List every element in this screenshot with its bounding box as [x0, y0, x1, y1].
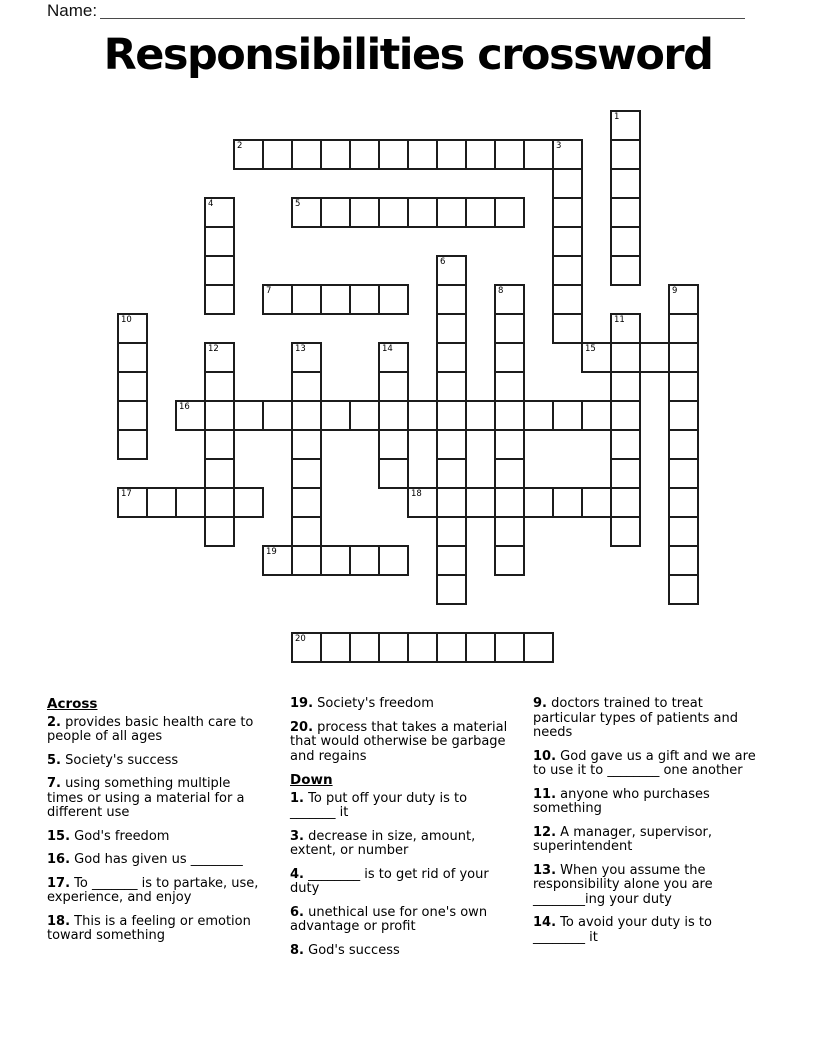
grid-cell[interactable] — [552, 284, 583, 315]
grid-cell[interactable] — [494, 458, 525, 489]
grid-cell[interactable] — [465, 139, 496, 170]
clue-line: times or using a material for a — [47, 790, 245, 806]
grid-cell[interactable] — [175, 487, 206, 518]
crossword-grid — [117, 110, 701, 665]
grid-cell[interactable] — [465, 487, 496, 518]
clue-6 — [290, 906, 528, 935]
grid-cell[interactable] — [494, 545, 525, 576]
clue-line: doctors trained to treat — [551, 696, 703, 711]
clue-number: 17. — [47, 875, 71, 891]
grid-cell[interactable] — [436, 545, 467, 576]
grid-cell[interactable] — [552, 197, 583, 228]
clue-line: God's success — [308, 942, 400, 958]
clue-line: decrease in size, amount, — [308, 828, 476, 844]
cell-number: 4 — [208, 199, 214, 209]
cell-number: 3 — [556, 141, 562, 151]
grid-cell[interactable] — [494, 429, 525, 460]
clue-number: 7. — [47, 776, 61, 791]
clue-11 — [533, 788, 788, 817]
clue-line: different use — [47, 805, 130, 820]
grid-cell[interactable] — [175, 400, 206, 431]
grid-cell[interactable] — [204, 487, 235, 518]
grid-cell[interactable] — [436, 487, 467, 518]
cell-number: 11 — [614, 315, 625, 325]
grid-cell[interactable] — [378, 342, 409, 373]
grid-cell[interactable] — [436, 284, 467, 315]
grid-cell[interactable] — [494, 139, 525, 170]
clue-number: 11. — [533, 786, 557, 802]
clue-number: 3. — [290, 828, 304, 844]
grid-cell[interactable] — [552, 255, 583, 286]
clue-number: 5. — [47, 752, 61, 768]
grid-cell[interactable] — [668, 313, 699, 344]
page-title: Responsibilities crossword — [103, 30, 713, 80]
grid-cell[interactable] — [581, 342, 612, 373]
grid-cell[interactable] — [436, 342, 467, 373]
grid-cell[interactable] — [349, 139, 380, 170]
grid-cell[interactable] — [668, 458, 699, 489]
down-clues-header: Down — [290, 772, 333, 788]
clue-line: ________ is to get rid of your — [308, 866, 489, 882]
clue-16 — [47, 853, 285, 868]
clue-number: 20. — [290, 719, 314, 735]
grid-cell[interactable] — [204, 342, 235, 373]
grid-cell[interactable] — [494, 284, 525, 315]
clue-line: To put off your duty is to — [308, 790, 468, 806]
clue-line: God's freedom — [74, 828, 170, 844]
grid-cell[interactable] — [436, 458, 467, 489]
grid-cell[interactable] — [233, 139, 264, 170]
grid-cell[interactable] — [407, 400, 438, 431]
grid-cell[interactable] — [291, 400, 322, 431]
clue-line: advantage or profit — [290, 919, 416, 934]
clue-line: God has given us ________ — [74, 852, 243, 867]
clue-line: unethical use for one's own — [308, 904, 488, 920]
grid-cell[interactable] — [291, 516, 322, 547]
cell-number: 2 — [237, 141, 243, 151]
cell-number: 13 — [295, 344, 306, 354]
clue-number: 6. — [290, 904, 304, 920]
grid-cell[interactable] — [378, 139, 409, 170]
clue-7 — [47, 777, 285, 821]
grid-cell[interactable] — [436, 632, 467, 663]
clue-number: 14. — [533, 915, 557, 930]
clue-20 — [290, 721, 528, 765]
clue-3 — [290, 830, 528, 859]
grid-cell[interactable] — [552, 313, 583, 344]
grid-cell[interactable] — [494, 632, 525, 663]
clue-number: 8. — [290, 942, 304, 958]
grid-cell[interactable] — [523, 400, 554, 431]
clue-number: 10. — [533, 748, 557, 764]
grid-cell[interactable] — [378, 632, 409, 663]
grid-cell[interactable] — [349, 197, 380, 228]
cell-number: 18 — [411, 489, 422, 499]
grid-cell[interactable] — [291, 371, 322, 402]
clue-line: duty — [290, 881, 320, 896]
grid-cell[interactable] — [291, 632, 322, 663]
cell-number: 1 — [614, 112, 620, 122]
name-label: Name: — [47, 1, 98, 20]
clue-line: ________ing your duty — [533, 891, 672, 907]
clue-line: Society's freedom — [317, 696, 434, 711]
grid-cell[interactable] — [262, 400, 293, 431]
clue-number: 13. — [533, 862, 557, 878]
grid-cell[interactable] — [523, 632, 554, 663]
clue-number: 16. — [47, 852, 71, 867]
grid-cell[interactable] — [494, 371, 525, 402]
clue-line: needs — [533, 725, 573, 740]
grid-cell[interactable] — [552, 226, 583, 257]
name-blank-line[interactable] — [100, 2, 745, 19]
grid-cell[interactable] — [436, 429, 467, 460]
clue-line: superintendent — [533, 839, 633, 854]
grid-cell[interactable] — [407, 197, 438, 228]
clue-14 — [533, 916, 788, 945]
grid-cell[interactable] — [610, 400, 641, 431]
grid-cell[interactable] — [668, 516, 699, 547]
cell-number: 14 — [382, 344, 393, 354]
grid-cell[interactable] — [320, 545, 351, 576]
clue-line: particular types of patients and — [533, 710, 738, 726]
clue-4 — [290, 868, 528, 897]
clue-line: When you assume the — [560, 862, 706, 878]
cell-number: 7 — [266, 286, 272, 296]
clue-number: 15. — [47, 828, 71, 844]
grid-cell[interactable] — [668, 429, 699, 460]
grid-cell[interactable] — [436, 400, 467, 431]
clue-column — [47, 697, 285, 953]
grid-cell[interactable] — [610, 313, 641, 344]
grid-cell[interactable] — [552, 168, 583, 199]
grid-cell[interactable] — [465, 400, 496, 431]
cell-number: 19 — [266, 547, 277, 557]
grid-cell[interactable] — [407, 487, 438, 518]
grid-cell[interactable] — [320, 139, 351, 170]
clue-number: 19. — [290, 696, 314, 711]
cell-number: 9 — [672, 286, 678, 296]
grid-cell[interactable] — [117, 487, 148, 518]
across-clues-header: Across — [47, 696, 98, 712]
clue-line: anyone who purchases — [560, 786, 710, 802]
grid-cell[interactable] — [291, 342, 322, 373]
grid-cell[interactable] — [610, 516, 641, 547]
grid-cell[interactable] — [291, 197, 322, 228]
grid-cell[interactable] — [610, 139, 641, 170]
grid-cell[interactable] — [204, 400, 235, 431]
grid-cell[interactable] — [349, 632, 380, 663]
cell-number: 15 — [585, 344, 596, 354]
clue-line: to use it to ________ one another — [533, 763, 743, 778]
grid-cell[interactable] — [465, 632, 496, 663]
grid-cell[interactable] — [610, 226, 641, 257]
grid-cell[interactable] — [610, 255, 641, 286]
grid-cell[interactable] — [291, 284, 322, 315]
grid-cell[interactable] — [291, 429, 322, 460]
clue-19 — [290, 697, 528, 712]
grid-cell[interactable] — [291, 545, 322, 576]
grid-cell[interactable] — [668, 371, 699, 402]
grid-cell[interactable] — [378, 284, 409, 315]
grid-cell[interactable] — [320, 284, 351, 315]
grid-cell[interactable] — [552, 139, 583, 170]
cell-number: 16 — [179, 402, 190, 412]
cell-number: 12 — [208, 344, 219, 354]
grid-cell[interactable] — [494, 313, 525, 344]
grid-cell[interactable] — [436, 574, 467, 605]
grid-cell[interactable] — [349, 284, 380, 315]
clue-1 — [290, 792, 528, 821]
grid-cell[interactable] — [610, 458, 641, 489]
clue-8 — [290, 944, 528, 959]
grid-cell[interactable] — [668, 284, 699, 315]
clue-10 — [533, 750, 788, 779]
grid-cell[interactable] — [291, 139, 322, 170]
grid-cell[interactable] — [465, 197, 496, 228]
grid-cell[interactable] — [204, 516, 235, 547]
clue-line: extent, or number — [290, 843, 409, 858]
clue-number: 18. — [47, 913, 71, 929]
clue-15 — [47, 830, 285, 845]
grid-cell[interactable] — [494, 342, 525, 373]
grid-cell[interactable] — [668, 545, 699, 576]
grid-cell[interactable] — [320, 197, 351, 228]
grid-cell[interactable] — [204, 458, 235, 489]
grid-cell[interactable] — [320, 632, 351, 663]
grid-cell[interactable] — [378, 197, 409, 228]
grid-cell[interactable] — [204, 284, 235, 315]
clue-line: To _______ is to partake, use, — [74, 875, 259, 891]
grid-cell[interactable] — [436, 139, 467, 170]
grid-cell[interactable] — [262, 139, 293, 170]
grid-cell[interactable] — [436, 371, 467, 402]
grid-cell[interactable] — [610, 487, 641, 518]
grid-cell[interactable] — [407, 632, 438, 663]
clue-number: 9. — [533, 696, 547, 711]
grid-cell[interactable] — [117, 342, 148, 373]
grid-cell[interactable] — [523, 139, 554, 170]
cell-number: 8 — [498, 286, 504, 296]
grid-cell[interactable] — [610, 429, 641, 460]
clue-line: process that takes a material — [317, 719, 508, 735]
clue-number: 4. — [290, 866, 304, 882]
grid-cell[interactable] — [349, 400, 380, 431]
grid-cell[interactable] — [320, 400, 351, 431]
grid-cell[interactable] — [204, 226, 235, 257]
grid-cell[interactable] — [436, 197, 467, 228]
grid-cell[interactable] — [378, 458, 409, 489]
clue-line: provides basic health care to — [65, 714, 254, 730]
clue-line: This is a feeling or emotion — [74, 913, 251, 929]
grid-cell[interactable] — [668, 574, 699, 605]
grid-cell[interactable] — [639, 342, 670, 373]
clue-line: responsibility alone you are — [533, 877, 713, 892]
clue-line: To avoid your duty is to — [560, 915, 712, 930]
clue-column — [533, 697, 788, 954]
clue-line: people of all ages — [47, 729, 163, 744]
grid-cell[interactable] — [610, 110, 641, 141]
grid-cell[interactable] — [407, 139, 438, 170]
grid-cell[interactable] — [291, 487, 322, 518]
clue-13 — [533, 864, 788, 908]
grid-cell[interactable] — [262, 284, 293, 315]
grid-cell[interactable] — [349, 545, 380, 576]
grid-cell[interactable] — [494, 487, 525, 518]
grid-cell[interactable] — [610, 168, 641, 199]
clue-number: 12. — [533, 824, 557, 840]
grid-cell[interactable] — [117, 429, 148, 460]
clue-line: using something multiple — [65, 776, 231, 791]
grid-cell[interactable] — [668, 342, 699, 373]
grid-cell[interactable] — [610, 342, 641, 373]
grid-cell[interactable] — [146, 487, 177, 518]
grid-cell[interactable] — [378, 545, 409, 576]
clue-line: Society's success — [65, 752, 179, 768]
clue-line: toward something — [47, 928, 165, 943]
grid-cell[interactable] — [204, 255, 235, 286]
clue-number: 1. — [290, 790, 304, 806]
clue-9 — [533, 697, 788, 741]
grid-cell[interactable] — [378, 429, 409, 460]
grid-cell[interactable] — [610, 197, 641, 228]
clue-18 — [47, 915, 285, 944]
clue-2 — [47, 716, 285, 745]
grid-cell[interactable] — [581, 487, 612, 518]
grid-cell[interactable] — [291, 458, 322, 489]
grid-cell[interactable] — [436, 516, 467, 547]
cell-number: 20 — [295, 634, 306, 644]
clue-line: and regains — [290, 748, 367, 764]
grid-cell[interactable] — [523, 487, 554, 518]
grid-cell[interactable] — [204, 429, 235, 460]
grid-cell[interactable] — [233, 400, 264, 431]
grid-cell[interactable] — [233, 487, 264, 518]
clue-line: something — [533, 801, 602, 816]
cell-number: 5 — [295, 199, 301, 209]
grid-cell[interactable] — [494, 400, 525, 431]
grid-cell[interactable] — [117, 400, 148, 431]
grid-cell[interactable] — [581, 400, 612, 431]
cell-number: 17 — [121, 489, 132, 499]
clue-line: A manager, supervisor, — [560, 824, 713, 840]
clue-line: that would otherwise be garbage — [290, 734, 506, 749]
cell-number: 10 — [121, 315, 132, 325]
clue-column — [290, 697, 528, 967]
grid-cell[interactable] — [436, 313, 467, 344]
grid-cell[interactable] — [610, 371, 641, 402]
grid-cell[interactable] — [262, 545, 293, 576]
grid-cell[interactable] — [378, 371, 409, 402]
cell-number: 6 — [440, 257, 446, 267]
clue-line: experience, and enjoy — [47, 890, 192, 905]
clue-line: God gave us a gift and we are — [560, 748, 756, 764]
clue-line: _______ it — [290, 805, 349, 820]
grid-cell[interactable] — [204, 371, 235, 402]
clue-line: ________ it — [533, 929, 598, 945]
grid-cell[interactable] — [436, 255, 467, 286]
clue-number: 2. — [47, 714, 61, 730]
grid-cell[interactable] — [494, 197, 525, 228]
clue-5 — [47, 754, 285, 769]
clue-17 — [47, 877, 285, 906]
grid-cell[interactable] — [552, 487, 583, 518]
clue-12 — [533, 826, 788, 855]
grid-cell[interactable] — [378, 400, 409, 431]
grid-cell[interactable] — [494, 516, 525, 547]
grid-cell[interactable] — [668, 487, 699, 518]
grid-cell[interactable] — [117, 371, 148, 402]
grid-cell[interactable] — [552, 400, 583, 431]
grid-cell[interactable] — [117, 313, 148, 344]
grid-cell[interactable] — [668, 400, 699, 431]
grid-cell[interactable] — [204, 197, 235, 228]
